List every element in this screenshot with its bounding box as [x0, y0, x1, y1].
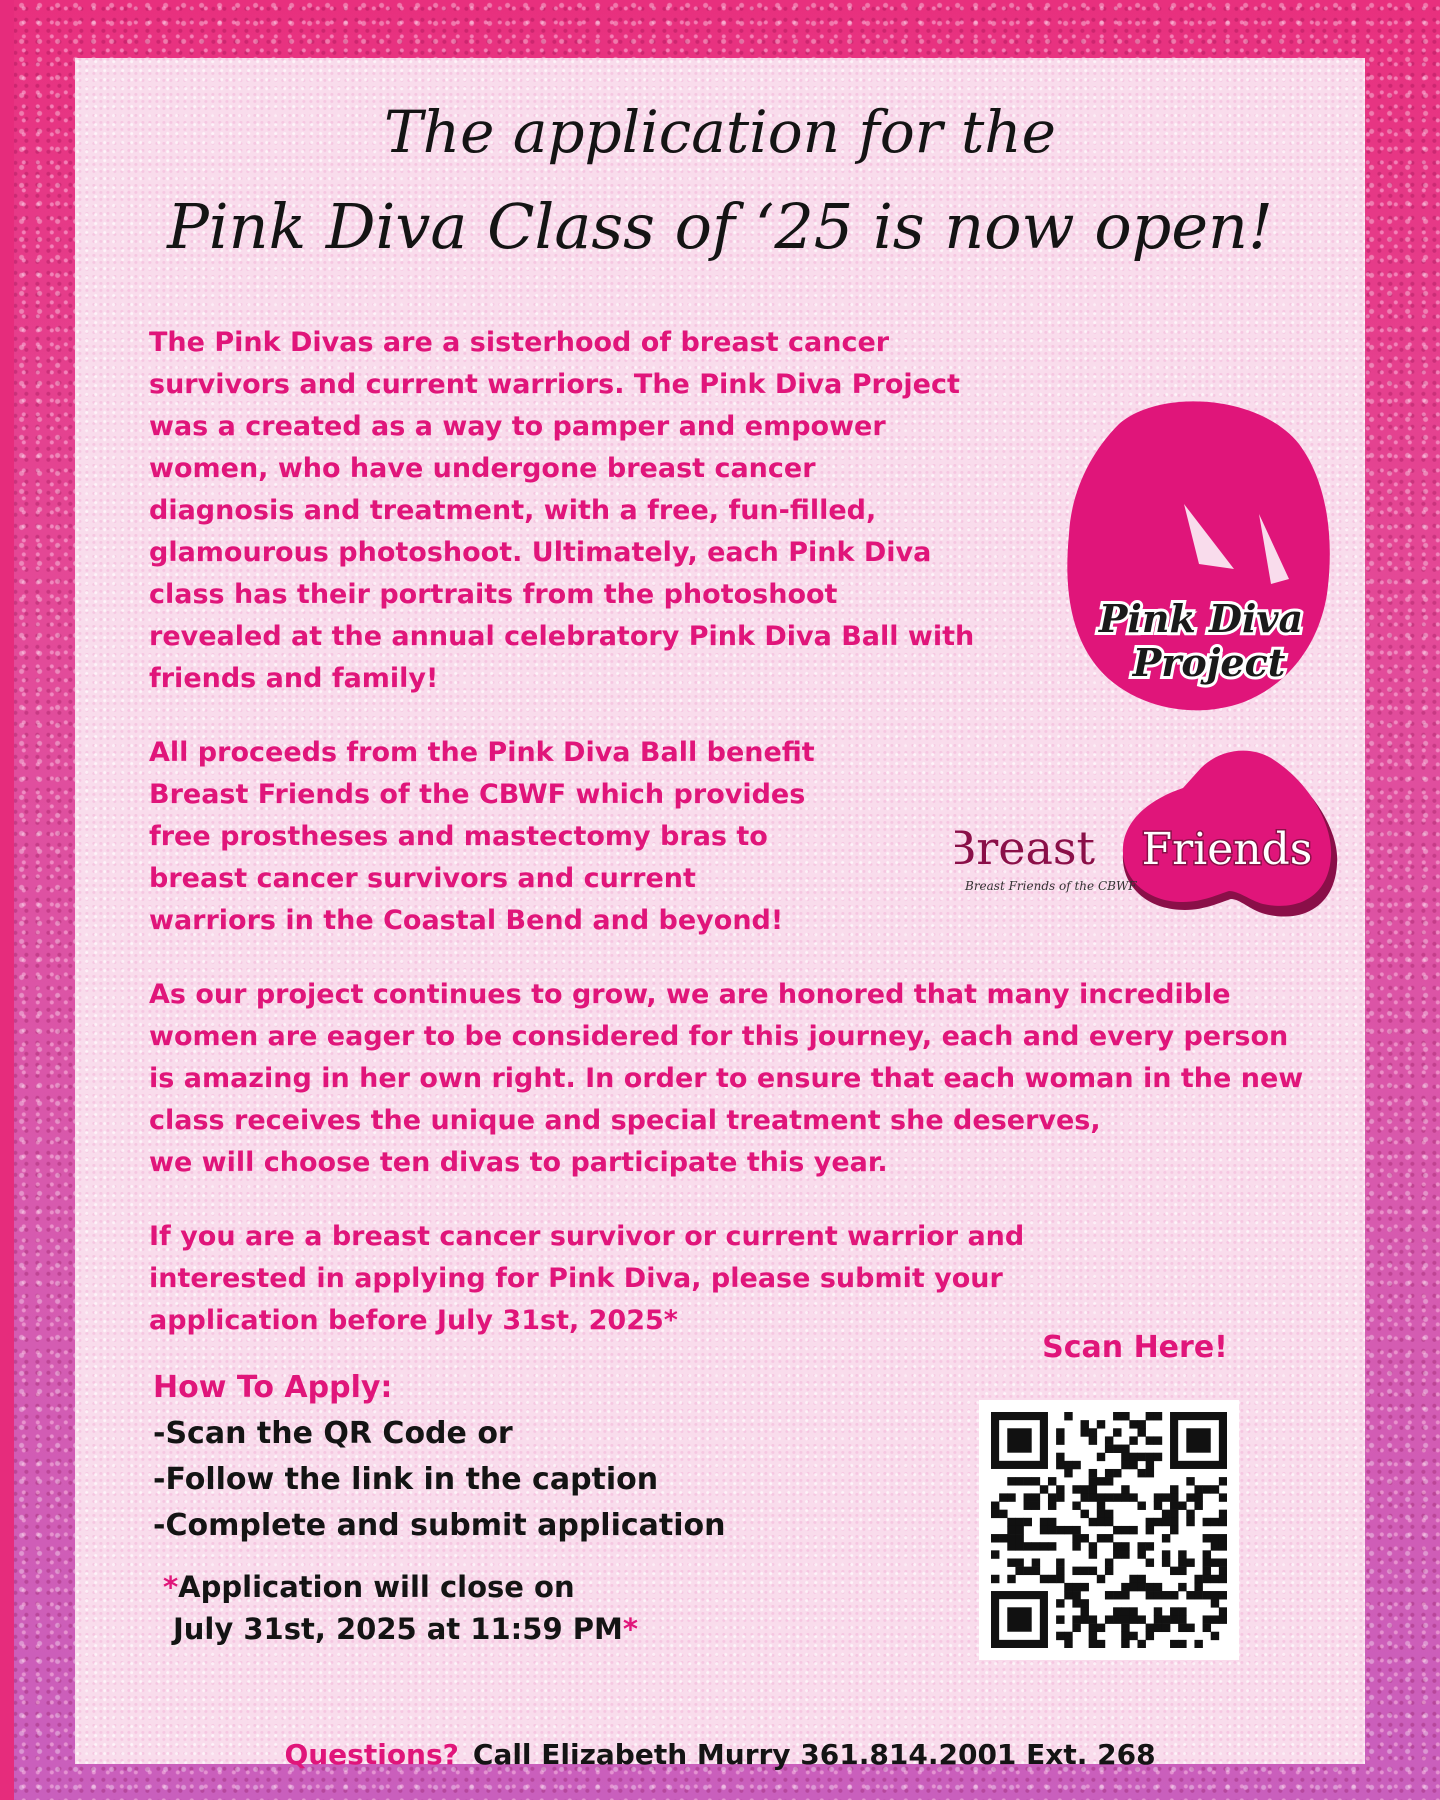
qr-code-graphic[interactable] [991, 1412, 1227, 1648]
growth-paragraph [149, 974, 1329, 1184]
pink-diva-project-logo [1009, 384, 1349, 714]
headline-line-2: Pink Diva Class of ‘25 is now open! [167, 190, 1273, 263]
breast-friends-word2: Friends [1141, 824, 1313, 875]
headline-line-1: The application for the [384, 98, 1056, 166]
growth-line: is amazing in her own right. In order to ensure that each woman in the new [149, 1063, 1304, 1094]
proceeds-line: breast cancer survivors and current [149, 863, 696, 894]
intro-paragraph [149, 322, 1009, 700]
intro-line: friends and family! [149, 663, 439, 694]
intro-line: women, who have undergone breast cancer [149, 453, 816, 484]
proceeds-line: warriors in the Coastal Bend and beyond! [149, 905, 784, 936]
apply-paragraph [149, 1216, 1049, 1342]
questions-label: Questions? [284, 1738, 459, 1771]
apply-step: -Complete and submit application [153, 1508, 726, 1543]
growth-line: women are eager to be considered for this journey, each and every person [149, 1021, 1289, 1052]
apply-line: interested in applying for Pink Diva, please submit your [149, 1263, 1003, 1294]
pink-diva-logo-line1: Pink Diva [1098, 596, 1304, 641]
closing-note-line1 [163, 1570, 575, 1604]
contact-details: Call Elizabeth Murry 361.814.2001 Ext. 268 [472, 1738, 1156, 1771]
proceeds-line: Breast Friends of the CBWF which provides [149, 779, 806, 810]
asterisk-mark: * [622, 1612, 638, 1646]
pink-diva-logo-line2: Project [1132, 640, 1286, 685]
breast-friends-subtitle: Breast Friends of the CBWF [965, 879, 1137, 893]
growth-line: As our project continues to grow, we are honored that many incredible [149, 979, 1231, 1010]
closing-note-text1: Application will close on [178, 1570, 575, 1604]
intro-line: diagnosis and treatment, with a free, fun-filled, [149, 495, 877, 526]
flyer-panel [75, 58, 1365, 1771]
apply-step: -Scan the QR Code or [153, 1416, 513, 1451]
asterisk-mark: * [163, 1570, 179, 1604]
how-to-apply-heading: How To Apply: [153, 1370, 393, 1405]
qr-code[interactable] [979, 1400, 1239, 1660]
growth-line: class receives the unique and special treatment she deserves, [149, 1105, 1101, 1136]
intro-line: was a created as a way to pamper and empower [149, 411, 886, 442]
intro-line: class has their portraits from the photoshoot [149, 579, 838, 610]
contact-line [75, 1738, 1365, 1771]
closing-note-line2 [173, 1612, 638, 1646]
intro-line: survivors and current warriors. The Pink Diva Project [149, 369, 960, 400]
left-border-stripe [0, 0, 14, 1800]
apply-line: If you are a breast cancer survivor or current warrior and [149, 1221, 1025, 1252]
intro-line: The Pink Divas are a sisterhood of breast cancer [149, 327, 890, 358]
apply-step: -Follow the link in the caption [153, 1462, 659, 1497]
proceeds-line: free prostheses and mastectomy bras to [149, 821, 768, 852]
intro-line: revealed at the annual celebratory Pink Diva Ball with [149, 621, 975, 652]
intro-line: glamourous photoshoot. Ultimately, each Pink Diva [149, 537, 932, 568]
breast-friends-word1: Breast [955, 821, 1095, 875]
growth-line: we will choose ten divas to participate this year. [149, 1147, 888, 1178]
closing-note-text2: July 31st, 2025 at 11:59 PM [173, 1612, 623, 1646]
breast-friends-logo [955, 734, 1355, 954]
proceeds-paragraph [149, 732, 849, 942]
scan-here-label: Scan Here! [1042, 1330, 1228, 1365]
proceeds-line: All proceeds from the Pink Diva Ball benefit [149, 737, 815, 768]
apply-line: application before July 31st, 2025* [149, 1305, 678, 1336]
